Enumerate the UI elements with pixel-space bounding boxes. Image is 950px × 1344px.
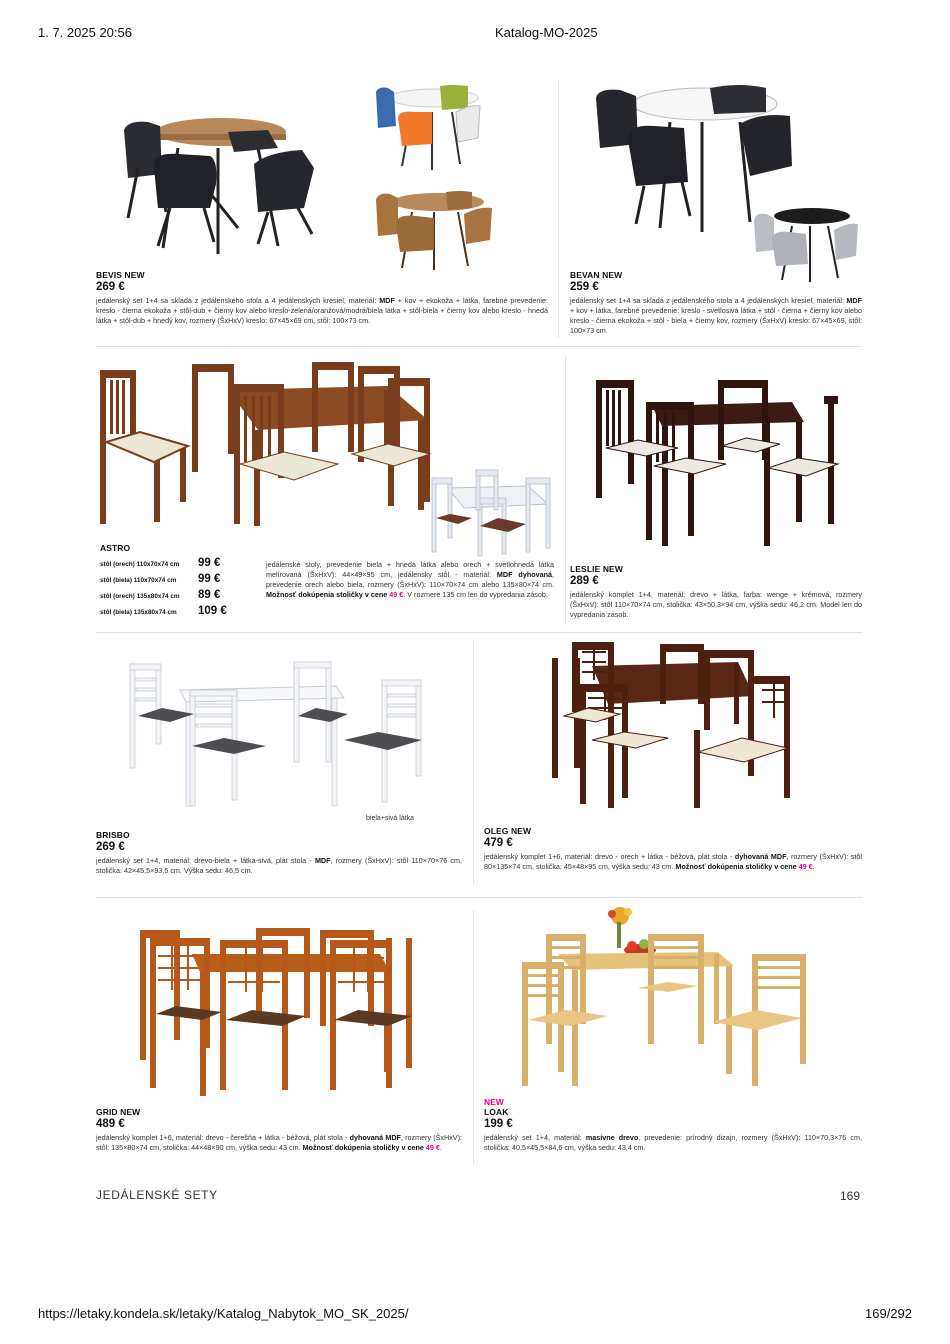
product-name: ASTRO [100, 543, 131, 553]
product-astro [100, 543, 250, 621]
bevis-photo-brown [372, 188, 494, 270]
product-price: 199 € [484, 1118, 513, 1130]
product-name: LOAK [484, 1107, 509, 1117]
product-bevan [570, 270, 862, 336]
astro-price-row: stôl (biela) 110x70x74 cm 99 € [100, 573, 221, 585]
column-divider-row4 [473, 910, 474, 1165]
print-document-title: Katalog-MO-2025 [495, 25, 598, 40]
astro-photo-walnut-set [188, 360, 436, 528]
product-price: 259 € [570, 281, 599, 293]
product-description: jedálenský set 1+4, materiál: masívne drevo, prevedenie: prírodný dizajn, rozmery (ŠxHxV): 110×70,3×76 cm, stolička: 40,5×45,5×84,6 cm, výška sedu: 43,4 cm. [484, 1133, 862, 1152]
print-url[interactable]: https://letaky.kondela.sk/letaky/Katalog_Nabytok_MO_SK_2025/ [38, 1306, 409, 1321]
astro-description-block [266, 560, 554, 600]
row-divider-1 [96, 346, 862, 347]
column-divider-top [558, 80, 559, 338]
row-divider-2 [96, 632, 862, 633]
product-bevis [96, 270, 548, 326]
product-price: 269 € [96, 841, 125, 853]
section-title: JEDÁLENSKÉ SETY [96, 1188, 218, 1202]
product-name: BRISBO [96, 830, 130, 840]
product-name: OLEG NEW [484, 826, 532, 836]
product-leslie [570, 564, 862, 620]
grid-photo [136, 924, 422, 1100]
leslie-photo [592, 376, 842, 552]
product-price: 479 € [484, 837, 513, 849]
astro-price-row: stôl (orech) 135x80x74 cm 89 € [100, 589, 221, 601]
astro-price-row: stôl (orech) 110x70x74 cm 99 € [100, 557, 221, 569]
product-description: jedálenský komplet 1+6, materiál: drevo - čerešňa + látka - béžová, plát stola - dyhovaná MDF, rozmery (ŠxHxV): stôl: 135×80×74 cm, stolička: 44×48×90 cm, výška sedu: 43 cm. Možnosť dokúpenia stoličky v cene 49 €. [96, 1133, 462, 1152]
product-name: GRID NEW [96, 1107, 141, 1117]
bevis-photo-black [118, 108, 318, 256]
product-description: jedálenský set 1+4, materiál: drevo-biela + látka-sivá, plát stola - MDF, rozmery (ŠxHxV): stôl 110×70×76 cm, stolička: 42×45,5×93,5 cm. Výška sedu: 46,5 cm. [96, 856, 463, 875]
product-price: 269 € [96, 281, 125, 293]
column-divider-row3 [473, 640, 474, 885]
loak-photo [518, 904, 810, 1090]
product-oleg [484, 826, 862, 872]
print-page-counter: 169/292 [865, 1306, 912, 1321]
product-description: jedálenský set 1+4 sa skladá z jedálenského stola a 4 jedálenských kresiel, materiál: MDF + kov + ekokoža + látka, farebné prevedenie: kreslo - čierna ekokoža + stôl-dub + čierny kov alebo kreslo-zelená/oranžová/modrá/biela látka + stôl-biela + čierny kov alebo kreslo - hnedá látka + stôl-dub + hnedý kov, rozmery (ŠxHxV) kreslo: 67×45×69 cm, stôl: 100×73 cm. [96, 296, 548, 325]
print-datetime: 1. 7. 2025 20:56 [38, 25, 132, 40]
page-number: 169 [840, 1189, 861, 1203]
brisbo-photo [126, 660, 426, 810]
astro-photo-single-chair [96, 366, 192, 526]
product-name: LESLIE NEW [570, 564, 623, 574]
column-divider-row2 [565, 355, 566, 625]
row-divider-3 [96, 897, 862, 898]
oleg-photo [548, 640, 796, 812]
new-badge: NEW [484, 1097, 504, 1107]
product-brisbo [96, 830, 462, 876]
product-name: BEVIS NEW [96, 270, 145, 280]
product-description: jedálenský set 1+4 sa skladá z jedálenského stola a 4 jedálenských kresiel, materiál: MDF + kov + látka, farebné prevedenie: kreslo - svetlosivá látka + stôl - čierna + čierny kov alebo kreslo - čierna ekokoža + stôl - biela + čierny kov, rozmery (ŠxHxV) kreslo: 67×45×69, stôl: 100×73 cm. [570, 296, 862, 335]
product-description: jedálenský komplet 1+4, materiál: drevo + látka, farba: wenge + krémová, rozmery (ŠxHxV): stôl 110×70×74 cm, stolička: 43×50,3×94 cm, výška sedu: 46,2 cm. Model len do vypredania zásob. [570, 590, 862, 619]
product-loak [484, 1097, 862, 1153]
product-description: jedálenské stoly, prevedenie biela + hnedá látka alebo orech + svetlohnedá látka melírovaná (ŠxHxV): 44×49×95 cm, jedálensky stôl - materiál: MDF dyhovaná, prevedenie orech alebo biela, rozmery (ŠxHxV): 110×70×74 cm alebo 135×80×74 cm. Možnosť dokúpenia stoličky v cene 49 €. V rozmere 135 cm len do vypredania zásob. [266, 560, 554, 599]
product-name: BEVAN NEW [570, 270, 623, 280]
product-grid [96, 1107, 462, 1153]
product-description: jedálenský komplet 1+6, materiál: drevo - orech + látka - béžová, plát stola - dyhovaná MDF, rozmery (ŠxHxV): stôl 80×135×74 cm, stolička: 45×48×95 cm, výška sedu: 43 cm. Možnosť dokúpenia stoličky v cene 49 €. [484, 852, 862, 871]
astro-price-row: stôl (biela) 135x80x74 cm 109 € [100, 605, 227, 617]
product-price: 489 € [96, 1118, 125, 1130]
astro-price-list [100, 557, 250, 621]
product-price: 289 € [570, 575, 599, 587]
astro-photo-white-set [428, 468, 554, 558]
bevis-photo-colored [372, 82, 482, 170]
brisbo-photo-caption: biela+sivá látka [366, 815, 415, 822]
